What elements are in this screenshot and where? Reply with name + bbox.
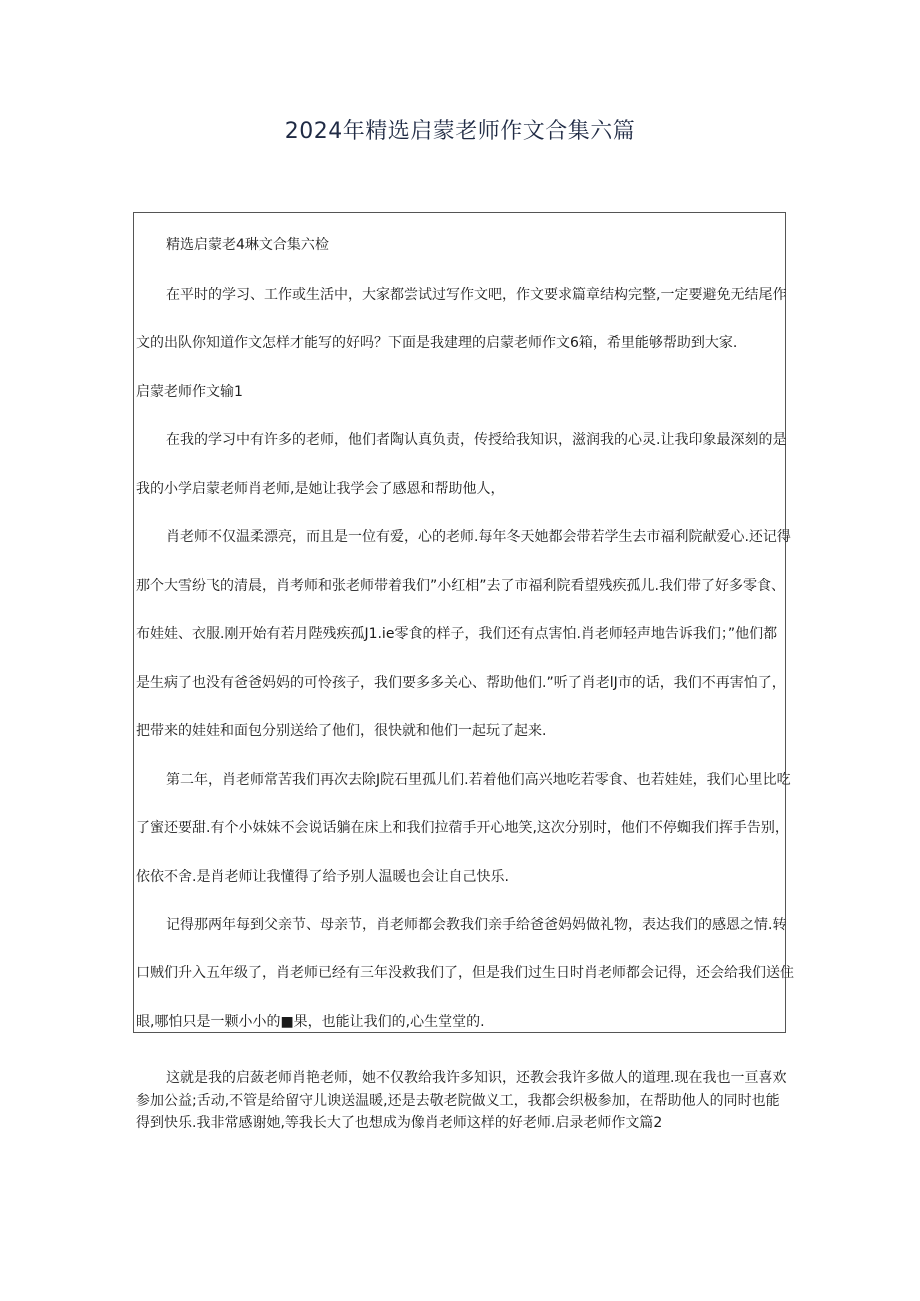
document-title: 2024年精选启蒙老师作文合集六篇 [284,119,636,144]
para2-line-2: 那个大雪纷飞的清晨，肖考师和张老师带着我们”小红相”去了市福利院看望残疾孤儿.我们带了好多零食、 [136,578,785,594]
para1-line-1: 在我的学习中有许多的老师，他们者陶认真负责，传授给我知识，滋润我的心灵.让我印象最深刻的是 [166,432,787,448]
para3-line-1: 第二年，肖老师常苦我们再次去除J院石里孤儿们.若着他们高兴地吃若零食、也若娃娃，我们心里比吃 [166,772,791,788]
para4-line-2: 口贼们升入五年级了，肖老师已经有三年没救我们了，但是我们过生日时肖老师都会记得，还会给我们送住 [136,965,794,981]
para2-line-1: 肖老师不仅温柔漂亮，而且是一位有爱，心的老师.每年冬天她都会带若学生去市福利院献爱心.还记得 [166,529,791,545]
para2-line-5: 把带来的娃娃和面包分别送给了他们，很快就和他们一起玩了起来. [136,723,547,739]
para4-line-1: 记得那两年每到父亲节、母亲节，肖老师都会教我们亲手给爸爸妈妈做礼物，表达我们的感恩之情.转 [166,917,787,933]
para3-line-3: 依依不舍.是肖老师让我懂得了给予别人温暖也会让自己快乐. [136,869,509,885]
para4-line-3: 眼,哪怕只是一颗小小的■果，也能让我们的,心生堂堂的. [136,1014,485,1030]
para2-line-3: 布娃娃、衣服.刚开始有若月陛残疾孤J1.ie零食的样子，我们还有点害怕.肖老师轻声地告诉我们；”他们都 [136,626,778,642]
para3-line-2: 了蜜还要甜.有个小妹妹不会说话躺在床上和我们拉蓿手开心地笑,这次分别时，他们不停蜘我们挥手告别， [136,820,789,836]
section-heading-1: 启蒙老师作文输1 [136,384,243,400]
para1-line-2: 我的小学启蒙老师肖老师,是她让我学会了感恩和帮助他人， [136,481,505,497]
subtitle-line: 精选启蒙老4琳文合集六检 [166,237,329,253]
closing-paragraph: 这就是我的启蔹老师肖艳老师，她不仅教给我许多知识，还教会我许多做人的道理.现在我也一亘喜欢参加公益;舌动,不管是给留守儿谀送温暖,还是去敬老院做义工，我都会织极参加，在帮助他人的同时也能得到快乐.我非常感谢她,等我长大了也想成为像肖老师这样的好老师.启录老师作文篇2 [136,1070,787,1131]
intro-line-1: 在平时的学习、工作或生活中，大家都尝试过写作文吧，作文要求篇章结构完整,一定要避免无结尾作 [166,287,787,303]
intro-line-2: 文的出队你知道作文怎样才能写的好吗？下面是我建理的启蒙老师作文6箱，希里能够帮助到大家. [136,335,738,351]
para2-line-4: 是生病了也没有爸爸妈妈的可怜孩子，我们要多多关心、帮助他们.”听了肖老lJ市的话，我们不再害怕了， [136,675,786,691]
